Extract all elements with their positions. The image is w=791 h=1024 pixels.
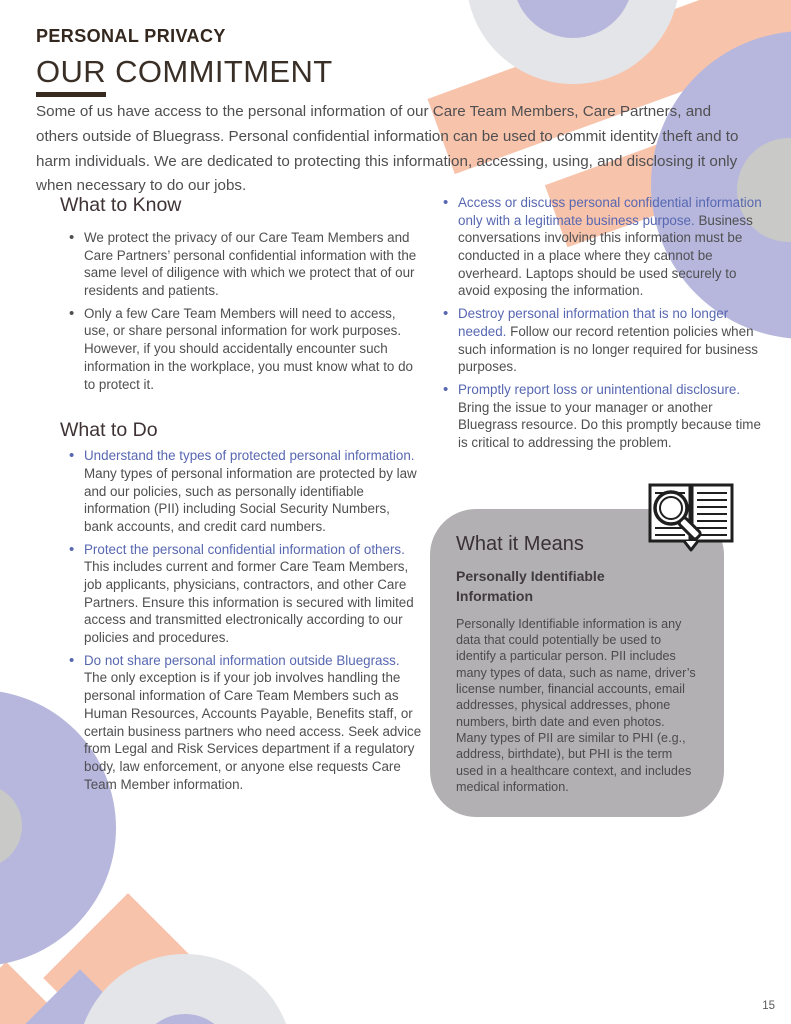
title-underlined-word: OUR (36, 54, 106, 97)
bullet-lead: Understand the types of protected personal information. (84, 448, 415, 464)
bullet-lead: Promptly report loss or unintentional disclosure. (458, 381, 741, 397)
what-to-know-heading: What to Know (60, 194, 182, 216)
page-header (36, 26, 333, 90)
bullet-lead: Destroy personal information that is no longer needed. (458, 306, 729, 339)
list-item (84, 447, 422, 535)
title-rest: COMMITMENT (115, 54, 333, 89)
bullet-text: Business conversations involving this information must be conducted in a place where they cannot be overheard. Laptops should be used securely to avoid exposing the information. (458, 212, 753, 299)
what-to-do-heading: What to Do (60, 419, 158, 442)
what-it-means-heading: What it Means (456, 533, 584, 555)
bullet-lead: Do not share personal information outside Bluegrass. (84, 652, 400, 668)
list-item: • Only a few Care Team Members will need to access, use, or share personal information for work purposes. However, if you should accidentally encounter such information in the workplace, you must know what to do to protect it. (84, 305, 422, 393)
left-column (60, 194, 422, 798)
bullet-text: Many types of personal information are protected by law and our policies, such as personally identifiable information (PII) including Social Security Numbers, bank accounts, and credit card numbers. (84, 465, 417, 534)
pii-definition: Personally Identifiable information is any data that could potentially be used to identify a particular person. PII includes many types of data, such as name, driver’s license number, financial accounts, email addresses, physical addresses, phone numbers, birth date and even photos. Many types of PII are similar to PHI (e.g., address, birthdate), but PHI is the term used in a healthcare context, and includes medical information. (456, 616, 696, 795)
right-column (434, 194, 764, 457)
list-item (458, 194, 764, 300)
what-to-do-list (60, 447, 422, 793)
bullet-lead: Access or discuss personal confidential information only with a legitimate business purpose. (458, 195, 762, 228)
what-to-know-list (60, 229, 422, 393)
pii-subheading: Personally Identifiable Information (456, 568, 605, 605)
list-item (84, 541, 422, 647)
list-item: • We protect the privacy of our Care Team Members and Care Partners’ personal confidential information with the same level of diligence with which we protect that of our residents and patients. (84, 229, 422, 300)
list-item (458, 305, 764, 376)
list-item (84, 652, 422, 794)
list-item (458, 381, 764, 452)
right-column-list (434, 194, 764, 452)
bullet-text: The only exception is if your job involves handling the personal information of Care Team Members such as Human Resources, Accounts Payable, Benefits staff, or certain business partners who need access. Seek advice from Legal and Risk Services department if a regulatory body, law enforcement, or anyone else requests Care Team Member information. (84, 670, 422, 792)
page-title (36, 54, 333, 90)
bullet-lead: Protect the personal confidential information of others. (84, 541, 405, 557)
book-magnifier-icon (645, 481, 737, 558)
intro-paragraph: Some of us have access to the personal information of our Care Team Members, Care Partners, and others outside of Bluegrass. Personal confidential information can be used to commit identity theft and to harm individuals. We are dedicated to protecting this information, accessing, using, and disclosing it only when necessary to do our jobs. (36, 103, 739, 195)
page-number: 15 (762, 1000, 775, 1012)
bullet-text: Bring the issue to your manager or another Bluegrass resource. Do this promptly because time is critical to addressing the problem. (458, 399, 761, 450)
eyebrow-title: PERSONAL PRIVACY (36, 26, 226, 46)
bullet-text: Follow our record retention policies when such information is no longer required for business purposes. (458, 323, 758, 375)
bullet-text: This includes current and former Care Team Members, job applicants, physicians, contractors, and other Care Partners. Ensure this information is secured with limited access and transmitted electronically according to our policies and procedures. (84, 559, 414, 646)
